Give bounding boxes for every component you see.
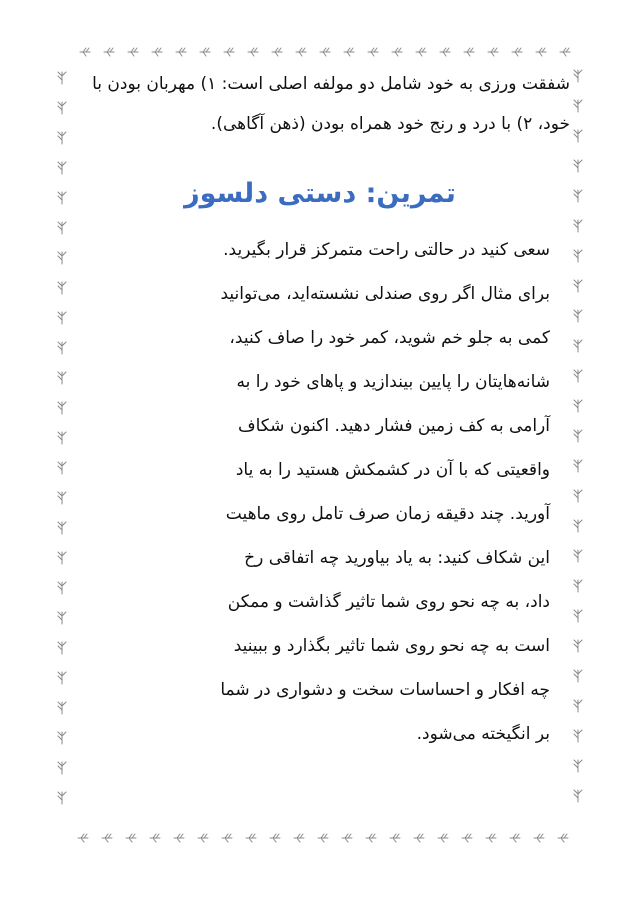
border-sprig-bottom bbox=[438, 834, 448, 842]
border-sprig-top bbox=[560, 48, 570, 56]
border-sprig-top bbox=[272, 48, 282, 56]
border-sprig-bottom bbox=[270, 834, 280, 842]
border-sprig-bottom bbox=[510, 834, 520, 842]
body-line: سعی کنید در حالتی راحت متمرکز قرار بگیرید. bbox=[223, 240, 550, 260]
border-sprig-bottom bbox=[534, 834, 544, 842]
border-sprig-left bbox=[58, 462, 66, 474]
body-line: آورید. چند دقیقه زمان صرف تامل روی ماهیت bbox=[225, 504, 550, 524]
border-sprig-left bbox=[58, 792, 66, 804]
border-sprig-left bbox=[58, 762, 66, 774]
page-content bbox=[70, 70, 570, 764]
border-sprig-top bbox=[368, 48, 378, 56]
border-sprig-bottom bbox=[222, 834, 232, 842]
border-sprig-right bbox=[574, 340, 582, 352]
border-sprig-right bbox=[574, 610, 582, 622]
border-sprig-right bbox=[574, 370, 582, 382]
border-sprig-bottom bbox=[78, 834, 88, 842]
border-sprig-left bbox=[58, 552, 66, 564]
border-sprig-right bbox=[574, 730, 582, 742]
body-line: است به چه نحو روی شما تاثیر بگذارد و ببینید bbox=[233, 636, 550, 656]
border-sprig-top bbox=[416, 48, 426, 56]
border-sprig-left bbox=[58, 582, 66, 594]
border-sprig-right bbox=[574, 280, 582, 292]
border-sprig-top bbox=[128, 48, 138, 56]
exercise-body bbox=[130, 236, 570, 748]
border-sprig-top bbox=[464, 48, 474, 56]
border-sprig-right bbox=[574, 190, 582, 202]
border-sprig-right bbox=[574, 760, 582, 772]
border-sprig-right bbox=[574, 490, 582, 502]
border-sprig-right bbox=[574, 250, 582, 262]
border-sprig-top bbox=[80, 48, 90, 56]
border-sprig-bottom bbox=[462, 834, 472, 842]
border-sprig-bottom bbox=[198, 834, 208, 842]
border-sprig-bottom bbox=[318, 834, 328, 842]
border-sprig-bottom bbox=[390, 834, 400, 842]
body-line: واقعیتی که با آن در کشمکش هستید را به یاد bbox=[235, 460, 550, 480]
border-sprig-top bbox=[392, 48, 402, 56]
border-sprig-left bbox=[58, 372, 66, 384]
border-sprig-top bbox=[152, 48, 162, 56]
border-sprig-right bbox=[574, 790, 582, 802]
border-sprig-left bbox=[58, 342, 66, 354]
border-sprig-bottom bbox=[126, 834, 136, 842]
border-sprig-top bbox=[344, 48, 354, 56]
body-line: کمی به جلو خم شوید، کمر خود را صاف کنید، bbox=[229, 328, 550, 348]
border-sprig-left bbox=[58, 642, 66, 654]
body-line: چه افکار و احساسات سخت و دشواری در شما bbox=[220, 680, 550, 700]
border-sprig-left bbox=[58, 222, 66, 234]
border-sprig-bottom bbox=[342, 834, 352, 842]
border-sprig-bottom bbox=[150, 834, 160, 842]
body-line: شانه‌هایتان را پایین بیندازید و پاهای خود را به bbox=[236, 372, 550, 392]
body-line: آرامی به کف زمین فشار دهید. اکنون شکاف bbox=[237, 416, 550, 436]
border-sprig-left bbox=[58, 702, 66, 714]
border-sprig-top bbox=[488, 48, 498, 56]
border-sprig-top bbox=[440, 48, 450, 56]
border-sprig-top bbox=[512, 48, 522, 56]
exercise-title: تمرین: دستی دلسوز bbox=[184, 178, 456, 209]
border-sprig-top bbox=[200, 48, 210, 56]
border-sprig-right bbox=[574, 400, 582, 412]
border-sprig-left bbox=[58, 402, 66, 414]
intro-line-1: شفقت ورزی به خود شامل دو مولفه اصلی است: ۱) مهربان بودن با bbox=[92, 74, 570, 94]
border-sprig-top bbox=[104, 48, 114, 56]
border-sprig-bottom bbox=[174, 834, 184, 842]
border-sprig-top bbox=[224, 48, 234, 56]
border-sprig-right bbox=[574, 100, 582, 112]
border-sprig-left bbox=[58, 522, 66, 534]
border-sprig-top bbox=[320, 48, 330, 56]
border-sprig-bottom bbox=[414, 834, 424, 842]
border-sprig-left bbox=[58, 282, 66, 294]
body-line: بر انگیخته می‌شود. bbox=[416, 724, 550, 744]
border-sprig-right bbox=[574, 580, 582, 592]
border-sprig-left bbox=[58, 192, 66, 204]
border-sprig-bottom bbox=[102, 834, 112, 842]
border-sprig-bottom bbox=[558, 834, 568, 842]
border-sprig-right bbox=[574, 640, 582, 652]
border-sprig-right bbox=[574, 220, 582, 232]
border-sprig-right bbox=[574, 700, 582, 712]
border-sprig-right bbox=[574, 520, 582, 532]
border-sprig-bottom bbox=[486, 834, 496, 842]
border-sprig-left bbox=[58, 612, 66, 624]
border-sprig-right bbox=[574, 310, 582, 322]
border-sprig-right bbox=[574, 430, 582, 442]
border-sprig-right bbox=[574, 160, 582, 172]
body-line: این شکاف کنید: به یاد بیاورید چه اتفاقی رخ bbox=[244, 548, 550, 568]
border-sprig-left bbox=[58, 132, 66, 144]
border-sprig-right bbox=[574, 460, 582, 472]
border-sprig-left bbox=[58, 252, 66, 264]
body-line: داد، به چه نحو روی شما تاثیر گذاشت و ممکن bbox=[227, 592, 550, 612]
intro-line-2: خود، ۲) با درد و رنج خود همراه بودن (ذهن آگاهی). bbox=[210, 114, 570, 134]
border-sprig-top bbox=[176, 48, 186, 56]
border-sprig-left bbox=[58, 492, 66, 504]
border-sprig-right bbox=[574, 670, 582, 682]
border-sprig-top bbox=[296, 48, 306, 56]
border-sprig-left bbox=[58, 432, 66, 444]
border-sprig-left bbox=[58, 732, 66, 744]
border-sprig-right bbox=[574, 70, 582, 82]
border-sprig-left bbox=[58, 162, 66, 174]
border-sprig-bottom bbox=[294, 834, 304, 842]
border-sprig-left bbox=[58, 672, 66, 684]
border-sprig-bottom bbox=[366, 834, 376, 842]
border-sprig-right bbox=[574, 550, 582, 562]
border-sprig-bottom bbox=[246, 834, 256, 842]
border-sprig-top bbox=[248, 48, 258, 56]
border-sprig-left bbox=[58, 72, 66, 84]
border-sprig-top bbox=[536, 48, 546, 56]
body-line: برای مثال اگر روی صندلی نشسته‌اید، می‌توانید bbox=[220, 284, 550, 304]
border-sprig-left bbox=[58, 102, 66, 114]
border-sprig-right bbox=[574, 130, 582, 142]
border-sprig-left bbox=[58, 312, 66, 324]
